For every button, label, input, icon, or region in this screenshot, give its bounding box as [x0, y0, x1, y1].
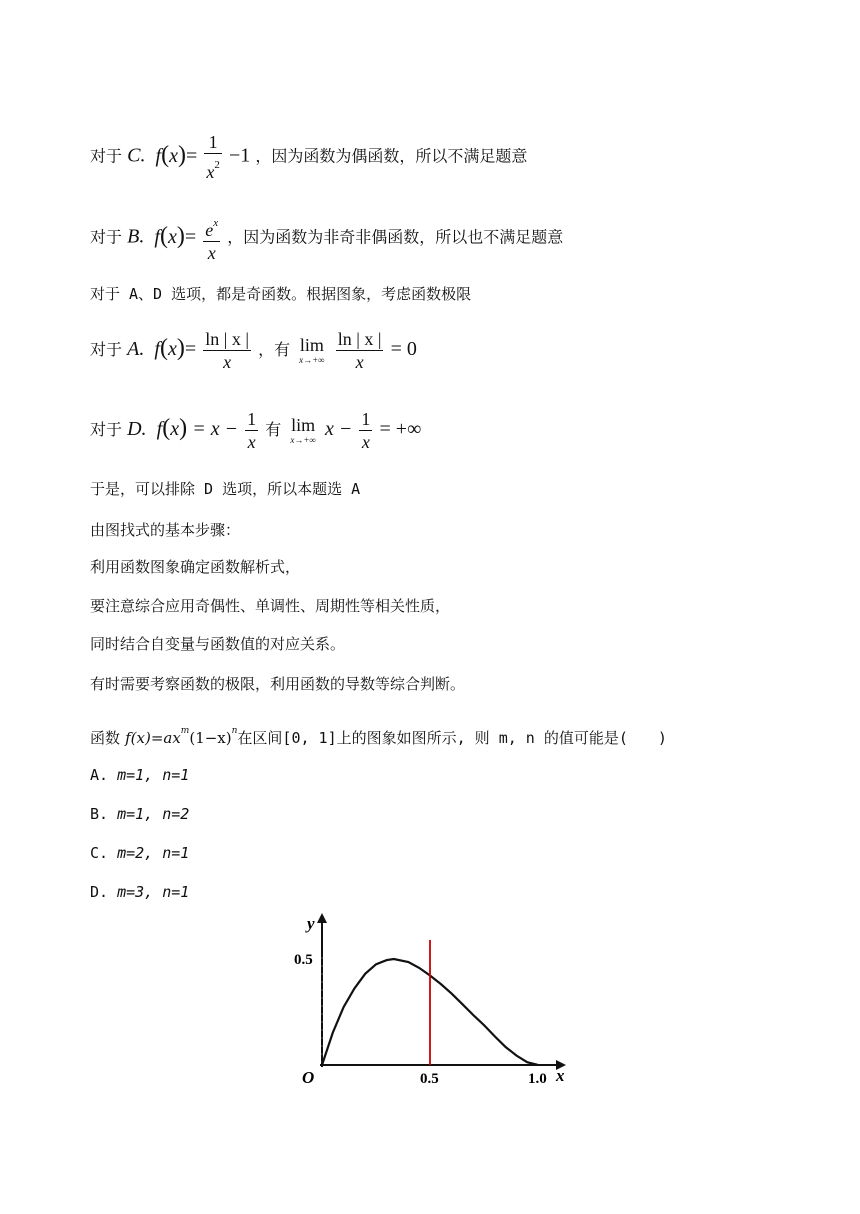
question-prefix: 函数	[90, 729, 121, 747]
function-graph	[280, 905, 580, 1095]
d-fraction	[245, 408, 258, 453]
x-tick-label: 1.0	[528, 1071, 547, 1087]
d-lim-denominator: x	[361, 432, 370, 452]
c-text: ，因为函数为偶函数，所以不满足题意	[255, 146, 528, 166]
b-prefix: 对于	[90, 227, 123, 247]
b-letter: B.	[127, 225, 145, 248]
d-lim-sub: x→+∞	[290, 434, 316, 445]
d-numerator: 1	[247, 409, 257, 429]
option-d	[90, 881, 189, 903]
option-a-label: A.	[90, 766, 118, 784]
line-option-b	[90, 212, 563, 264]
d-letter: D.	[127, 418, 147, 440]
axes	[317, 913, 566, 1070]
a-fraction	[203, 328, 251, 373]
option-b-label: B.	[90, 805, 118, 823]
option-d-text: m=3, n=1	[117, 883, 190, 901]
d-result: = +∞	[379, 418, 422, 440]
a-numerator: ln | x |	[205, 329, 249, 349]
c-prefix: 对于	[90, 146, 123, 166]
a-letter: A.	[127, 338, 145, 360]
step-2: 要注意综合应用奇偶性、单调性、周期性等相关性质，	[90, 597, 451, 615]
d-lim-fraction	[359, 408, 372, 453]
a-prefix: 对于	[90, 340, 123, 359]
d-func: f(x)	[151, 415, 188, 441]
question-tail: 在区间[0, 1]上的图象如图所示, 则 m, n 的值可能是( )	[237, 729, 667, 747]
c-denominator	[204, 154, 222, 183]
c-rest: −1	[228, 144, 251, 167]
question-exp-n: n	[231, 726, 238, 736]
a-limit	[299, 336, 324, 366]
question-func-b: (1−x)	[189, 729, 232, 747]
d-lim-numerator: 1	[361, 409, 371, 429]
line-option-a	[90, 328, 417, 373]
option-a-text: m=1, n=1	[117, 766, 190, 784]
ad-intro-text: 对于 A、D 选项，都是奇函数。根据图象，考虑函数极限	[90, 285, 472, 303]
line-option-d	[90, 408, 421, 453]
a-result: = 0	[390, 338, 417, 360]
option-a	[90, 764, 189, 786]
question-exp-m: m	[180, 726, 190, 736]
question-func-a: f(x)=ax	[125, 729, 181, 747]
b-text: ，因为函数为非奇非偶函数，所以也不满足题意	[227, 227, 564, 247]
d-denominator: x	[247, 432, 256, 452]
c-den-exp: 2	[214, 159, 220, 171]
y-axis-label: y	[307, 914, 315, 933]
y-axis-arrow	[317, 913, 327, 923]
ad-intro	[90, 283, 471, 305]
b-num-exp: x	[213, 217, 219, 229]
d-limit	[290, 416, 315, 446]
a-denominator: x	[223, 352, 232, 372]
c-den-var: x	[206, 162, 215, 182]
a-func: f(x)=	[149, 335, 197, 361]
b-num-base: e	[205, 220, 214, 240]
x-axis-label: x	[556, 1066, 565, 1085]
d-lim-word: lim	[291, 414, 316, 435]
question	[90, 720, 667, 749]
step-4: 有时需要考察函数的极限，利用函数的导数等综合判断。	[90, 675, 466, 693]
c-fraction	[204, 131, 222, 183]
option-b	[90, 803, 189, 825]
b-denominator: x	[207, 243, 216, 263]
b-fraction	[203, 212, 220, 264]
d-lim-x: x −	[324, 418, 353, 440]
conclusion: 于是，可以排除 D 选项，所以本题选 A	[90, 480, 361, 498]
a-mid: ，有	[258, 340, 291, 359]
line-option-c	[90, 131, 527, 183]
d-prefix: 对于	[90, 420, 123, 439]
a-lim-word: lim	[299, 334, 324, 355]
a-lim-sub: x→+∞	[299, 354, 325, 365]
option-c	[90, 842, 189, 864]
y-tick-label: 0.5	[294, 952, 313, 968]
c-letter: C.	[127, 144, 146, 167]
tick-labels	[294, 952, 547, 1087]
step-3: 同时结合自变量与函数值的对应关系。	[90, 635, 346, 653]
d-expr: = x −	[192, 418, 239, 440]
option-c-text: m=2, n=1	[117, 844, 190, 862]
origin-label: O	[302, 1068, 315, 1087]
b-func: f(x)=	[149, 222, 197, 249]
option-d-label: D.	[90, 883, 118, 901]
c-numerator: 1	[204, 131, 222, 154]
x-tick-label: 0.5	[420, 1071, 439, 1087]
c-func: f(x)=	[150, 141, 198, 168]
a-lim-denominator: x	[355, 352, 364, 372]
steps-title: 由图找式的基本步骤：	[90, 521, 241, 539]
d-mid: 有	[265, 420, 282, 439]
a-lim-numerator: ln | x |	[337, 329, 382, 349]
option-c-label: C.	[90, 844, 118, 862]
step-1: 利用函数图象确定函数解析式，	[90, 558, 301, 576]
option-b-text: m=1, n=2	[117, 805, 190, 823]
b-numerator	[203, 212, 220, 242]
a-lim-fraction	[336, 328, 384, 373]
